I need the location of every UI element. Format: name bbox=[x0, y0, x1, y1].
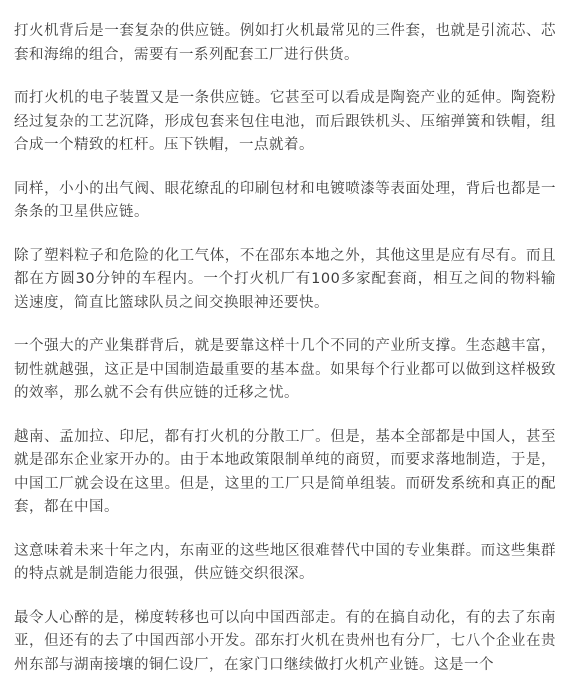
paragraph-3: 同样，小小的出气阀、眼花缭乱的印刷包材和电镀喷漆等表面处理，背后也都是一条条的卫星供应链。 bbox=[14, 180, 556, 220]
paragraph-2: 而打火机的电子装置又是一条供应链。它甚至可以看成是陶瓷产业的延伸。陶瓷粉经过复杂的工艺沉降，形成包套来包住电池，而后跟铁机头、压缩弹簧和铁帽，组合成一个精致的杠杆。压下铁帽，一点就着。 bbox=[14, 90, 556, 153]
paragraph-5: 一个强大的产业集群背后，就是要靠这样十几个不同的产业所支撑。生态越丰富，韧性就越强，这正是中国制造最重要的基本盘。如果每个行业都可以做到这样极致的效率，那么就不会有供应链的迁移之忧。 bbox=[14, 338, 556, 401]
paragraph-7: 这意味着未来十年之内，东南亚的这些地区很难替代中国的专业集群。而这些集群的特点就是制造能力很强，供应链交织很深。 bbox=[14, 542, 556, 582]
article-body bbox=[14, 20, 556, 697]
paragraph-4: 除了塑料粒子和危险的化工气体，不在邵东本地之外，其他这里是应有尽有。而且都在方圆30分钟的车程内。一个打火机厂有100多家配套商，相互之间的物料输送速度，简直比篮球队员之间交换眼神还要快。 bbox=[14, 247, 556, 311]
paragraph-8: 最令人心醉的是，梯度转移也可以向中国西部走。有的在搞自动化，有的去了东南亚，但还有的去了中国西部小开发。邵东打火机在贵州也有分厂，七八个企业在贵州东部与湖南接壤的铜仁设厂，在家门口继续做打火机产业链。这是一个 bbox=[14, 609, 556, 673]
paragraph-6: 越南、孟加拉、印尼，都有打火机的分散工厂。但是，基本全部都是中国人，甚至就是邵东企业家开办的。由于本地政策限制单纯的商贸，而要求落地制造，于是，中国工厂就会设在这里。但是，这里的工厂只是简单组装。而研发系统和真正的配套，都在中国。 bbox=[14, 428, 556, 515]
paragraph-1: 打火机背后是一套复杂的供应链。例如打火机最常见的三件套，也就是引流芯、芯套和海绵的组合，需要有一系列配套工厂进行供货。 bbox=[14, 23, 556, 63]
